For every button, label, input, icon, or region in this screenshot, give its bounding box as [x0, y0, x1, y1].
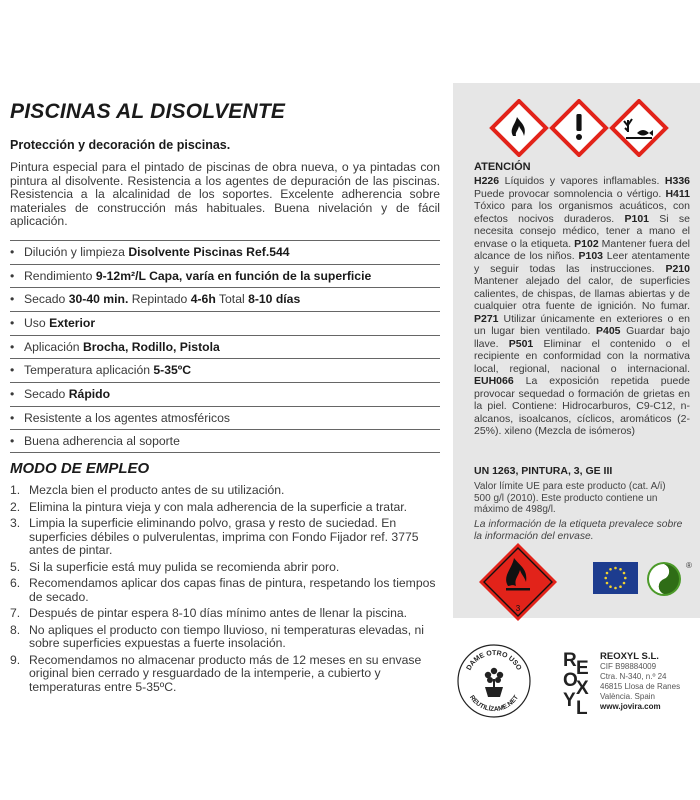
company-cif: CIF B98884009 [600, 662, 657, 671]
svg-text:REUTILÍZAME.NET [468, 694, 520, 713]
property-label: Temperatura aplicación [24, 363, 154, 378]
statement-text: Líquidos y vapores inflamables. [499, 175, 665, 187]
property-label: Rendimiento [24, 268, 96, 283]
property-extra-value: 4-6h [190, 292, 216, 307]
logo-letter: O [563, 670, 578, 691]
statement-text: Puede provocar somnolencia o vértigo. [474, 187, 666, 200]
transport-class-number: 3 [515, 604, 521, 613]
property-extra2-value: 8-10 días [248, 292, 301, 307]
statement-text: Tóxico para los organismos acuáticos, con efectos nocivos duraderos. [474, 200, 690, 225]
product-info [10, 100, 440, 453]
logo-letter: L [576, 698, 588, 719]
property-label: Dilución y limpieza [24, 244, 129, 259]
instruction-step [10, 484, 438, 498]
logo-letter: E [576, 658, 589, 679]
step-number: 5. [10, 559, 21, 574]
statement-text: Guardar bajo llave. [474, 325, 690, 350]
exclamation-icon [552, 101, 606, 155]
statement-code: H336 [664, 175, 690, 187]
seal-top-text: DAME OTRO USO [465, 649, 523, 672]
flame-icon [492, 101, 546, 155]
bullet-icon: • [10, 410, 15, 425]
step-number: 3. [10, 516, 21, 530]
bullet-icon: • [10, 434, 15, 449]
step-number: 9. [10, 652, 21, 667]
bullet-icon: • [10, 316, 15, 331]
instruction-step [10, 561, 438, 575]
logo-letter: R [563, 650, 577, 671]
company-name: REOXYL S.L. [600, 651, 659, 662]
property-row [10, 240, 440, 264]
property-extra2-label: Total [215, 292, 249, 307]
step-text: Elimina la pintura vieja y con mala adherencia de la superficie a tratar. [29, 499, 408, 514]
property-value: 5-35ºC [153, 363, 192, 378]
instruction-step [10, 577, 438, 604]
statement-text: Eliminar el contenido o el recipiente en conformidad con la normativa local, regional, nacional o internacional. [474, 337, 690, 375]
instruction-step [10, 654, 438, 695]
bullet-icon: • [10, 244, 15, 259]
company-info [600, 652, 680, 712]
statement-text: Leer atentamente y seguir todas las instrucciones. [474, 250, 690, 275]
company-address-1: Ctra. N-340, n.º 24 [600, 672, 667, 681]
statement-text: Mantener alejado del calor, de superficies calientes, de chispas, de llamas abiertas y de cualquier otra fuente de ignición. No fumar. [474, 275, 690, 312]
property-label: Buena adherencia al soporte [24, 434, 180, 449]
property-row [10, 358, 440, 382]
bullet-icon: • [10, 387, 15, 402]
step-number: 7. [10, 606, 21, 620]
step-number: 6. [10, 576, 21, 590]
logo-letter: X [576, 678, 589, 699]
property-row [10, 335, 440, 359]
step-number: 8. [10, 622, 21, 637]
instruction-step [10, 501, 438, 515]
property-label: Secado [24, 292, 69, 307]
property-row [10, 311, 440, 335]
seal-bottom-text: REUTILÍZAME.NET [468, 694, 520, 714]
voc-limit-text: Valor límite UE para este producto (cat. A/i) 500 g/l (2010). Este producto contiene un máximo de 498g/l. [474, 481, 666, 516]
statement-code: H411 [665, 187, 690, 200]
property-label: Uso [24, 316, 50, 331]
instruction-step [10, 624, 438, 651]
step-text: Mezcla bien el producto antes de su utilización. [29, 483, 285, 497]
signal-word: ATENCIÓN [474, 161, 531, 173]
property-label: Secado [24, 387, 69, 402]
product-subtitle: Protección y decoración de piscinas. [10, 138, 231, 152]
bullet-icon: • [10, 268, 15, 283]
bullet-icon: • [10, 292, 15, 307]
step-text: Limpia la superficie eliminando polvo, grasa y resto de suciedad. En superficies débiles o pulverulentas, imprima con Fondo Fijador ref. 3775 antes de pintar. [29, 516, 419, 557]
company-website[interactable]: www.jovira.com [600, 702, 661, 711]
statement-code: P271 [474, 312, 499, 325]
statement-text: Utilizar únicamente en exteriores o en un lugar bien ventilado. [474, 312, 690, 337]
instruction-step [10, 517, 438, 558]
property-row [10, 287, 440, 311]
property-value: 30-40 min. [68, 292, 129, 307]
statement-code: H226 [474, 175, 500, 187]
step-number: 1. [10, 483, 21, 497]
instructions-list [10, 484, 438, 697]
green-dot-recycling-icon [644, 559, 692, 599]
property-row [10, 264, 440, 288]
step-text: Recomendamos aplicar dos capas finas de pintura, respetando los tiempos de secado. [29, 576, 436, 604]
properties-list [10, 240, 440, 453]
property-value: Exterior [49, 316, 96, 331]
property-value: Brocha, Rodillo, Pistola [82, 339, 220, 354]
registered-mark: ® [686, 561, 692, 570]
statement-text: Si se necesita consejo médico, tener a mano el envase o la etiqueta. [474, 212, 690, 250]
statement-code: P210 [665, 262, 690, 275]
instructions-title: MODO DE EMPLEO [10, 460, 150, 477]
property-row [10, 406, 440, 430]
property-value: Rápido [68, 387, 111, 402]
statement-code: P501 [508, 337, 534, 350]
statement-text: La exposición repetida puede provocar sequedad o formación de grietas en la piel. Contiene: Hidrocarburos, C9-C12, n-alcanos, isoalcanos, cíclicos, aromáticos (2-25%). xileno (Mezcla de isómeros) [474, 375, 690, 437]
product-title: PISCINAS AL DISOLVENTE [10, 100, 286, 123]
safety-panel [453, 83, 700, 618]
step-text: Si la superficie está muy pulida se recomienda abrir poro. [29, 559, 340, 574]
instruction-step [10, 607, 438, 621]
bullet-icon: • [10, 363, 15, 378]
brand-logo [563, 651, 591, 741]
logo-letter: Y [563, 690, 576, 711]
property-label: Resistente a los agentes atmosféricos [24, 410, 230, 425]
bullet-icon: • [10, 339, 15, 354]
step-text: Recomendamos no almacenar producto más de 12 meses en su envase original bien cerrado y resguardado de la intemperie, a cubierto y temperaturas entre 5-35ºC. [29, 652, 422, 694]
un-code: UN 1263, PINTURA, 3, GE III [474, 465, 613, 477]
company-address-3: València. Spain [600, 692, 655, 701]
statement-code: EUH066 [474, 375, 514, 387]
property-label: Aplicación [24, 339, 83, 354]
hazard-statements [474, 175, 690, 438]
reuse-seal-icon [454, 641, 534, 721]
statement-code: P103 [578, 250, 604, 262]
statement-text: Mantener fuera del alcance de los niños. [474, 237, 690, 262]
property-row [10, 382, 440, 406]
property-value: Disolvente Piscinas Ref.544 [128, 244, 290, 259]
step-text: No apliques el producto con tiempo lluvioso, ni temperaturas elevadas, ni sobre superficies expuestas a fuerte insolación. [29, 622, 424, 650]
statement-code: P102 [574, 237, 599, 250]
property-row [10, 429, 440, 453]
company-address-2: 46815 Llosa de Ranes [600, 682, 681, 691]
product-description: Pintura especial para el pintado de piscinas de obra nueva, o ya pintadas con pintura al disolvente. Resistencia a los agentes de depuración de las piscinas. Resistencia a la alcalinidad de los soportes. Excelente adherencia sobre materiales de construcción más habituales. Buena nivelación y de fácil aplicación. [10, 160, 440, 229]
ghs-pictograms [489, 99, 669, 157]
property-extra-label: Repintado [128, 292, 191, 307]
step-text: Después de pintar espera 8-10 días mínimo antes de llenar la piscina. [29, 606, 408, 620]
label-note: La información de la etiqueta prevalece sobre la información del envase. [474, 519, 683, 542]
step-number: 2. [10, 499, 21, 514]
eu-flag-icon [593, 562, 638, 594]
statement-code: P101 [624, 212, 650, 225]
statement-code: P405 [596, 325, 621, 337]
environment-hazard-icon [612, 101, 666, 155]
property-value: 9-12m²/L Capa, varía en función de la superficie [95, 268, 372, 283]
flammable-liquid-label-icon [478, 542, 558, 622]
